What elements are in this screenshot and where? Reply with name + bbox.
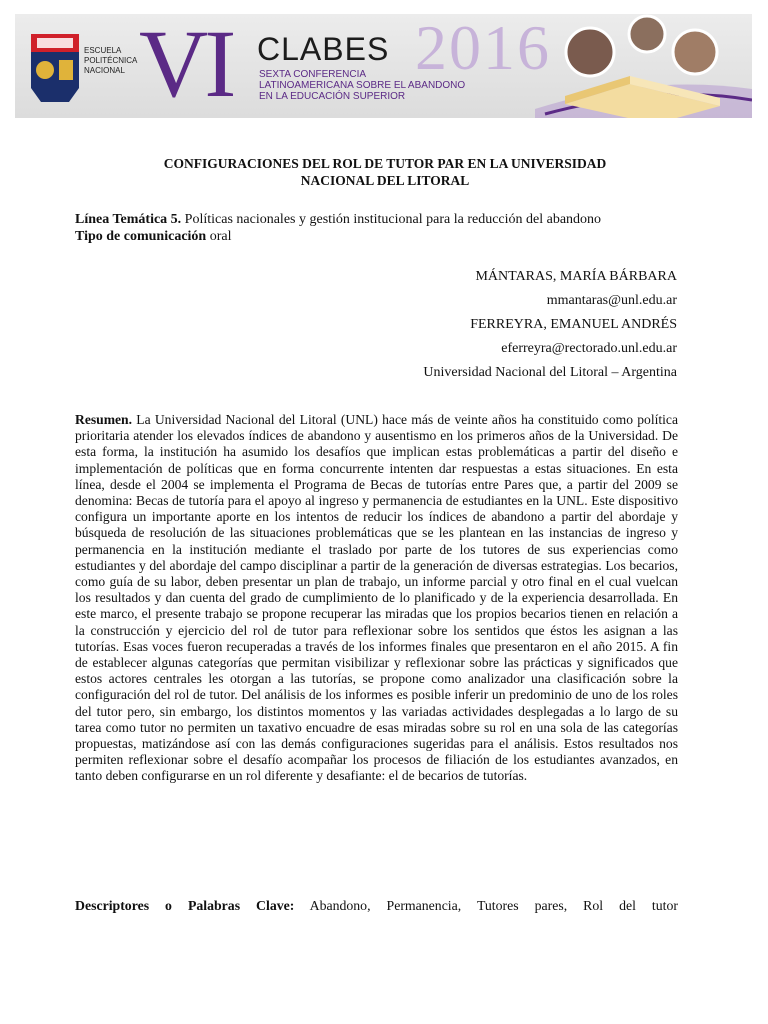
abstract-text: La Universidad Nacional del Litoral (UNL) hace más de veinte años ha constituido como política prioritaria atender los elevados índices de abandono y ausentismo en los primeros años de la Universidad. De esta forma, la institución ha asumido los desafíos que implican estas problemáticas a partir del diseño e implementación de políticas que en forma concurrente intenten dar respuestas a estas situaciones. En esta línea, desde el 2004 se implementa el Programa de Becas de tutorías entre Pares que, a partir del 2009 se denomina: Becas de tutoría para el apoyo al ingreso y permanencia de estudiantes en la UNL. Este dispositivo configura un importante aporte en los intentos de reducir los índices de abandono a partir del abordaje y búsqueda de resolución de las situaciones problemáticas que se les plantean en las instancias de ingreso y permanencia en la institución mediante el traslado por parte de los tutores de sus experiencias como estudiantes y del abordaje del campo disciplinar a partir de la generación de diversas estrategias. Los becarios, como guía de su labor, deben presentar un plan de trabajo, un informe parcial y otro final en el cual vuelcan los resultados y dan cuenta del grado de cumplimiento de lo planificado y de la experiencia desarrollada. En este marco, el presente trabajo se propone recuperar las miradas que los propios becarios tienen en relación a la construcción y ejercicio del rol de tutor para reflexionar sobre los sentidos que éstos les asignan a las tutorías. Esas voces fueron recuperadas a través de los informes finales que presentaron en el año 2015. A fin de establecer algunas categorías que permitan visibilizar y reflexionar sobre las prácticas y significados que estos actores centrales les otorgan a las tutorías, se propone como analizador una clasificación sobre la configuración del rol de tutor. Del análisis de los informes es posible inferir un predominio de uno de los roles del tutor pero, sin embargo, los distintos momentos y las variadas actividades desplegadas a lo largo de su tarea como tutor no permiten un taxativo encuadre de esas miradas sobre su rol en una sola de las categorías propuestas, matizándose así con las demás configuraciones sugeridas para el análisis. Estos resultados nos permiten reflexionar sobre el desafío acompañar los procesos de filiación de los estudiantes avanzados, en tanto deben configurarse en un rol diferente y desafiante: el de becarios de tutorías. [75, 412, 678, 784]
institution-line: ESCUELA [84, 46, 122, 55]
author-email: mmantaras@unl.edu.ar [546, 293, 677, 308]
author-email: eferreyra@rectorado.unl.edu.ar [501, 341, 677, 356]
author-name: FERREYRA, EMANUEL ANDRÉS [470, 317, 677, 332]
thematic-line [75, 211, 695, 228]
institution-line: POLITÉCNICA [84, 56, 138, 65]
title-line: CONFIGURACIONES DEL ROL DE TUTOR PAR EN LA UNIVERSIDAD [163, 156, 607, 171]
keywords [75, 897, 678, 914]
institution-line: NACIONAL [84, 66, 125, 75]
paper-title [75, 155, 695, 189]
conference-brand: CLABES [257, 31, 390, 67]
communication-type-value: oral [206, 229, 232, 244]
tagline-line: EN LA EDUCACIÓN SUPERIOR [259, 91, 406, 102]
author-affiliation: Universidad Nacional del Litoral – Argentina [423, 365, 677, 380]
edition-numeral: VI [139, 14, 233, 117]
thematic-line-label: Línea Temática 5. [75, 212, 182, 227]
keywords-label: Descriptores o Palabras Clave: [75, 898, 295, 913]
thematic-line-value: Políticas nacionales y gestión institucional para la reducción del abandono [181, 212, 602, 227]
communication-type [75, 228, 695, 245]
abstract [75, 412, 678, 785]
title-line: NACIONAL DEL LITORAL [300, 173, 470, 188]
abstract-label: Resumen. [75, 412, 133, 427]
tagline-line: LATINOAMERICANA SOBRE EL ABANDONO [259, 80, 466, 91]
tagline-line: SEXTA CONFERENCIA [259, 69, 367, 80]
conference-year: 2016 [415, 14, 551, 83]
communication-type-label: Tipo de comunicación [75, 229, 207, 244]
author-name: MÁNTARAS, MARÍA BÁRBARA [475, 269, 677, 284]
keywords-value: Abandono, Permanencia, Tutores pares, Rol del tutor [294, 898, 678, 913]
